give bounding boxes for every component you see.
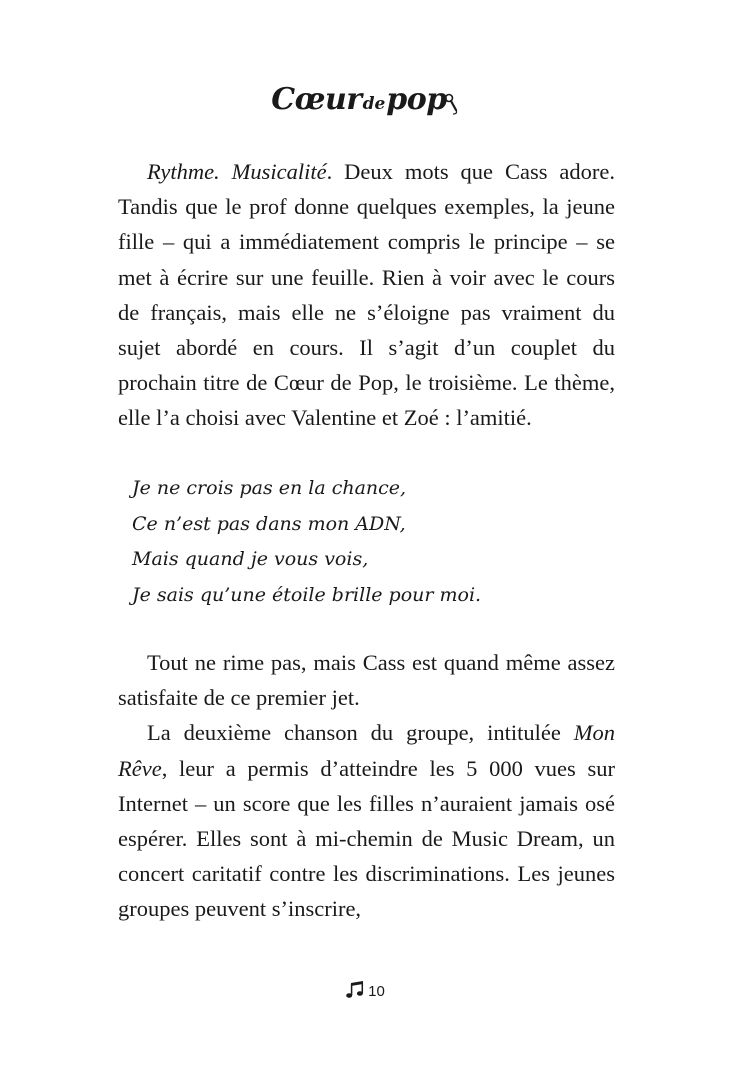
paragraph-1-text: . Deux mots que Cass adore. Tandis que le prof donne quelques exemples, la jeune fille – qui a immédiatement compris le principe – se met à écrire sur une feuille. Rien à voir avec le cours de français, mais elle ne s’éloigne pas vraiment du sujet abordé en cours. Il s’agit d’un couplet du prochain titre de Cœur de Pop, le troisième. Le thème, elle l’a choisi avec Valentine et Zoé : l’amitié. bbox=[118, 159, 615, 431]
paragraph-1-emphasis: Rythme. Musicalité bbox=[147, 159, 327, 184]
paragraph-3 bbox=[118, 715, 615, 926]
paragraph-3-text-a: La deuxième chanson du groupe, intitulée bbox=[147, 720, 574, 746]
verse-line: Je ne crois pas en la chance, bbox=[132, 477, 407, 499]
paragraph-2: Tout ne rime pas, mais Cass est quand même assez satisfaite de ce premier jet. bbox=[118, 650, 615, 711]
microphone-icon bbox=[443, 93, 459, 115]
song-verse bbox=[132, 471, 481, 613]
paragraphs-2-3 bbox=[118, 645, 615, 927]
verse-line: Ce n’est pas dans mon ADN, bbox=[132, 512, 406, 535]
paragraph-3-text-b: , leur a permis d’atteindre les 5 000 vues sur Internet – un score que les filles n’auraient jamais osé espérer. Elles sont à mi-chemin de Music Dream, un concert caritatif contre les discriminations. Les jeunes groupes peuvent s’inscrire, bbox=[118, 755, 615, 922]
header-title-coeur: Cœur bbox=[271, 82, 362, 117]
paragraph-3-emphasis: Mon Rêve bbox=[118, 720, 615, 781]
verse-line: Mais quand je vous vois, bbox=[132, 548, 369, 570]
running-header bbox=[0, 82, 730, 117]
header-title-de: de bbox=[362, 94, 386, 114]
header-title-pop: pop bbox=[386, 82, 447, 117]
paragraph-1 bbox=[118, 154, 615, 436]
page-number: 10 bbox=[368, 983, 385, 1000]
music-note-icon bbox=[345, 980, 365, 1000]
verse-line: Je sais qu’une étoile brille pour moi. bbox=[132, 583, 482, 606]
page-footer bbox=[0, 980, 730, 1000]
